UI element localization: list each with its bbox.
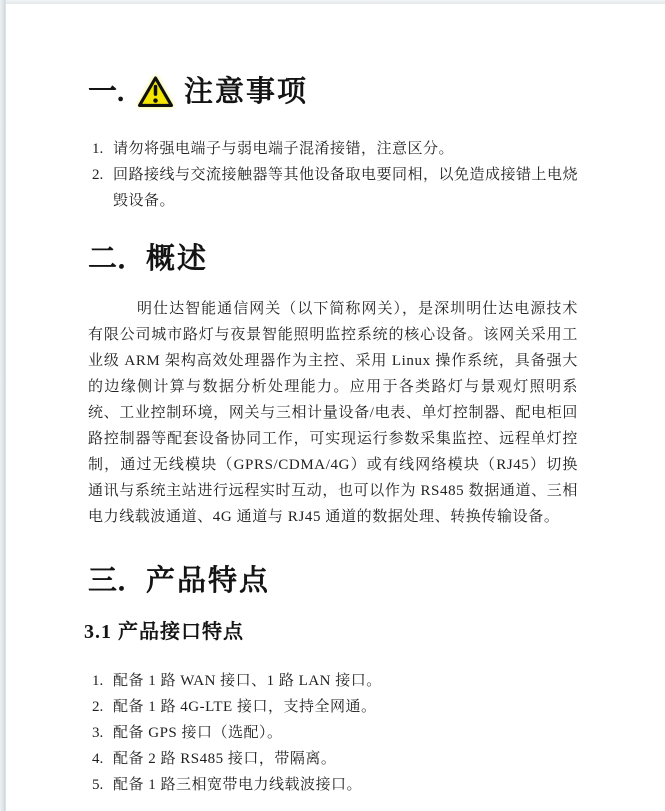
list-item	[92, 668, 578, 694]
list-item-text: 配备 2 路 RS485 接口，带隔离。	[113, 751, 337, 767]
list-item-text: 回路接线与交流接触器等其他设备取电要同相，以免造成接错上电烧毁设备。	[113, 167, 579, 209]
section-number: 三．	[88, 565, 147, 597]
list-item-number: 3.	[92, 725, 104, 741]
list-item	[92, 162, 578, 214]
list-item	[92, 746, 578, 772]
list-item	[92, 720, 578, 746]
section-title: 注意事项	[184, 76, 309, 108]
list-item-number: 4.	[92, 751, 104, 767]
list-item-text: 配备 1 路 4G-LTE 接口，支持全网通。	[113, 699, 377, 715]
subsection-heading-interfaces: 3.1 产品接口特点	[84, 621, 244, 643]
section-heading-features	[88, 560, 578, 602]
section-heading-notice	[88, 74, 578, 110]
list-item-number: 2.	[92, 167, 104, 183]
list-item-text: 配备 GPS 接口（选配）。	[113, 725, 283, 741]
list-item-text: 配备 1 路三相宽带电力线载波接口。	[113, 777, 363, 793]
overview-paragraph: 明仕达智能通信网关（以下简称网关），是深圳明仕达电源技术有限公司城市路灯与夜景智能照明监控系统的核心设备。该网关采用工业级 ARM 架构高效处理器作为主控、采用 Linux 操作系统，具备强大的边缘侧计算与数据分析处理能力。应用于各类路灯与景观灯照明系统、工业控制环境，网关与三相计量设备/电表、单灯控制器、配电柜回路控制器等配套设备协同工作，可实现运行参数采集监控、远程单灯控制，通过无线模块（GPRS/CDMA/4G）或有线网络模块（RJ45）切换通讯与系统主站进行远程实时互动，也可以作为 RS485 数据通道、三相电力线载波通道、4G 通道与 RJ45 通道的数据处理、转换传输设备。	[88, 301, 578, 525]
list-item	[92, 694, 578, 720]
notice-list	[88, 136, 578, 214]
list-item-number: 1.	[92, 673, 104, 689]
section-title: 概述	[146, 243, 209, 275]
section-number: 二．	[88, 243, 147, 275]
list-item-number: 5.	[92, 777, 104, 793]
list-item-number: 2.	[92, 699, 104, 715]
features-list	[88, 668, 578, 798]
warning-triangle-icon	[137, 75, 174, 109]
section-title: 产品特点	[146, 565, 271, 597]
list-item-text: 配备 1 路 WAN 接口、1 路 LAN 接口。	[113, 673, 382, 689]
list-item	[92, 136, 578, 162]
list-item-text: 请勿将强电端子与弱电端子混淆接错，注意区分。	[113, 141, 455, 157]
list-item	[92, 772, 578, 798]
page-edge-left	[0, 0, 6, 811]
page-content	[84, 0, 579, 798]
list-item-number: 1.	[92, 141, 104, 157]
section-number: 一.	[88, 76, 125, 108]
section-heading-overview	[88, 238, 578, 280]
